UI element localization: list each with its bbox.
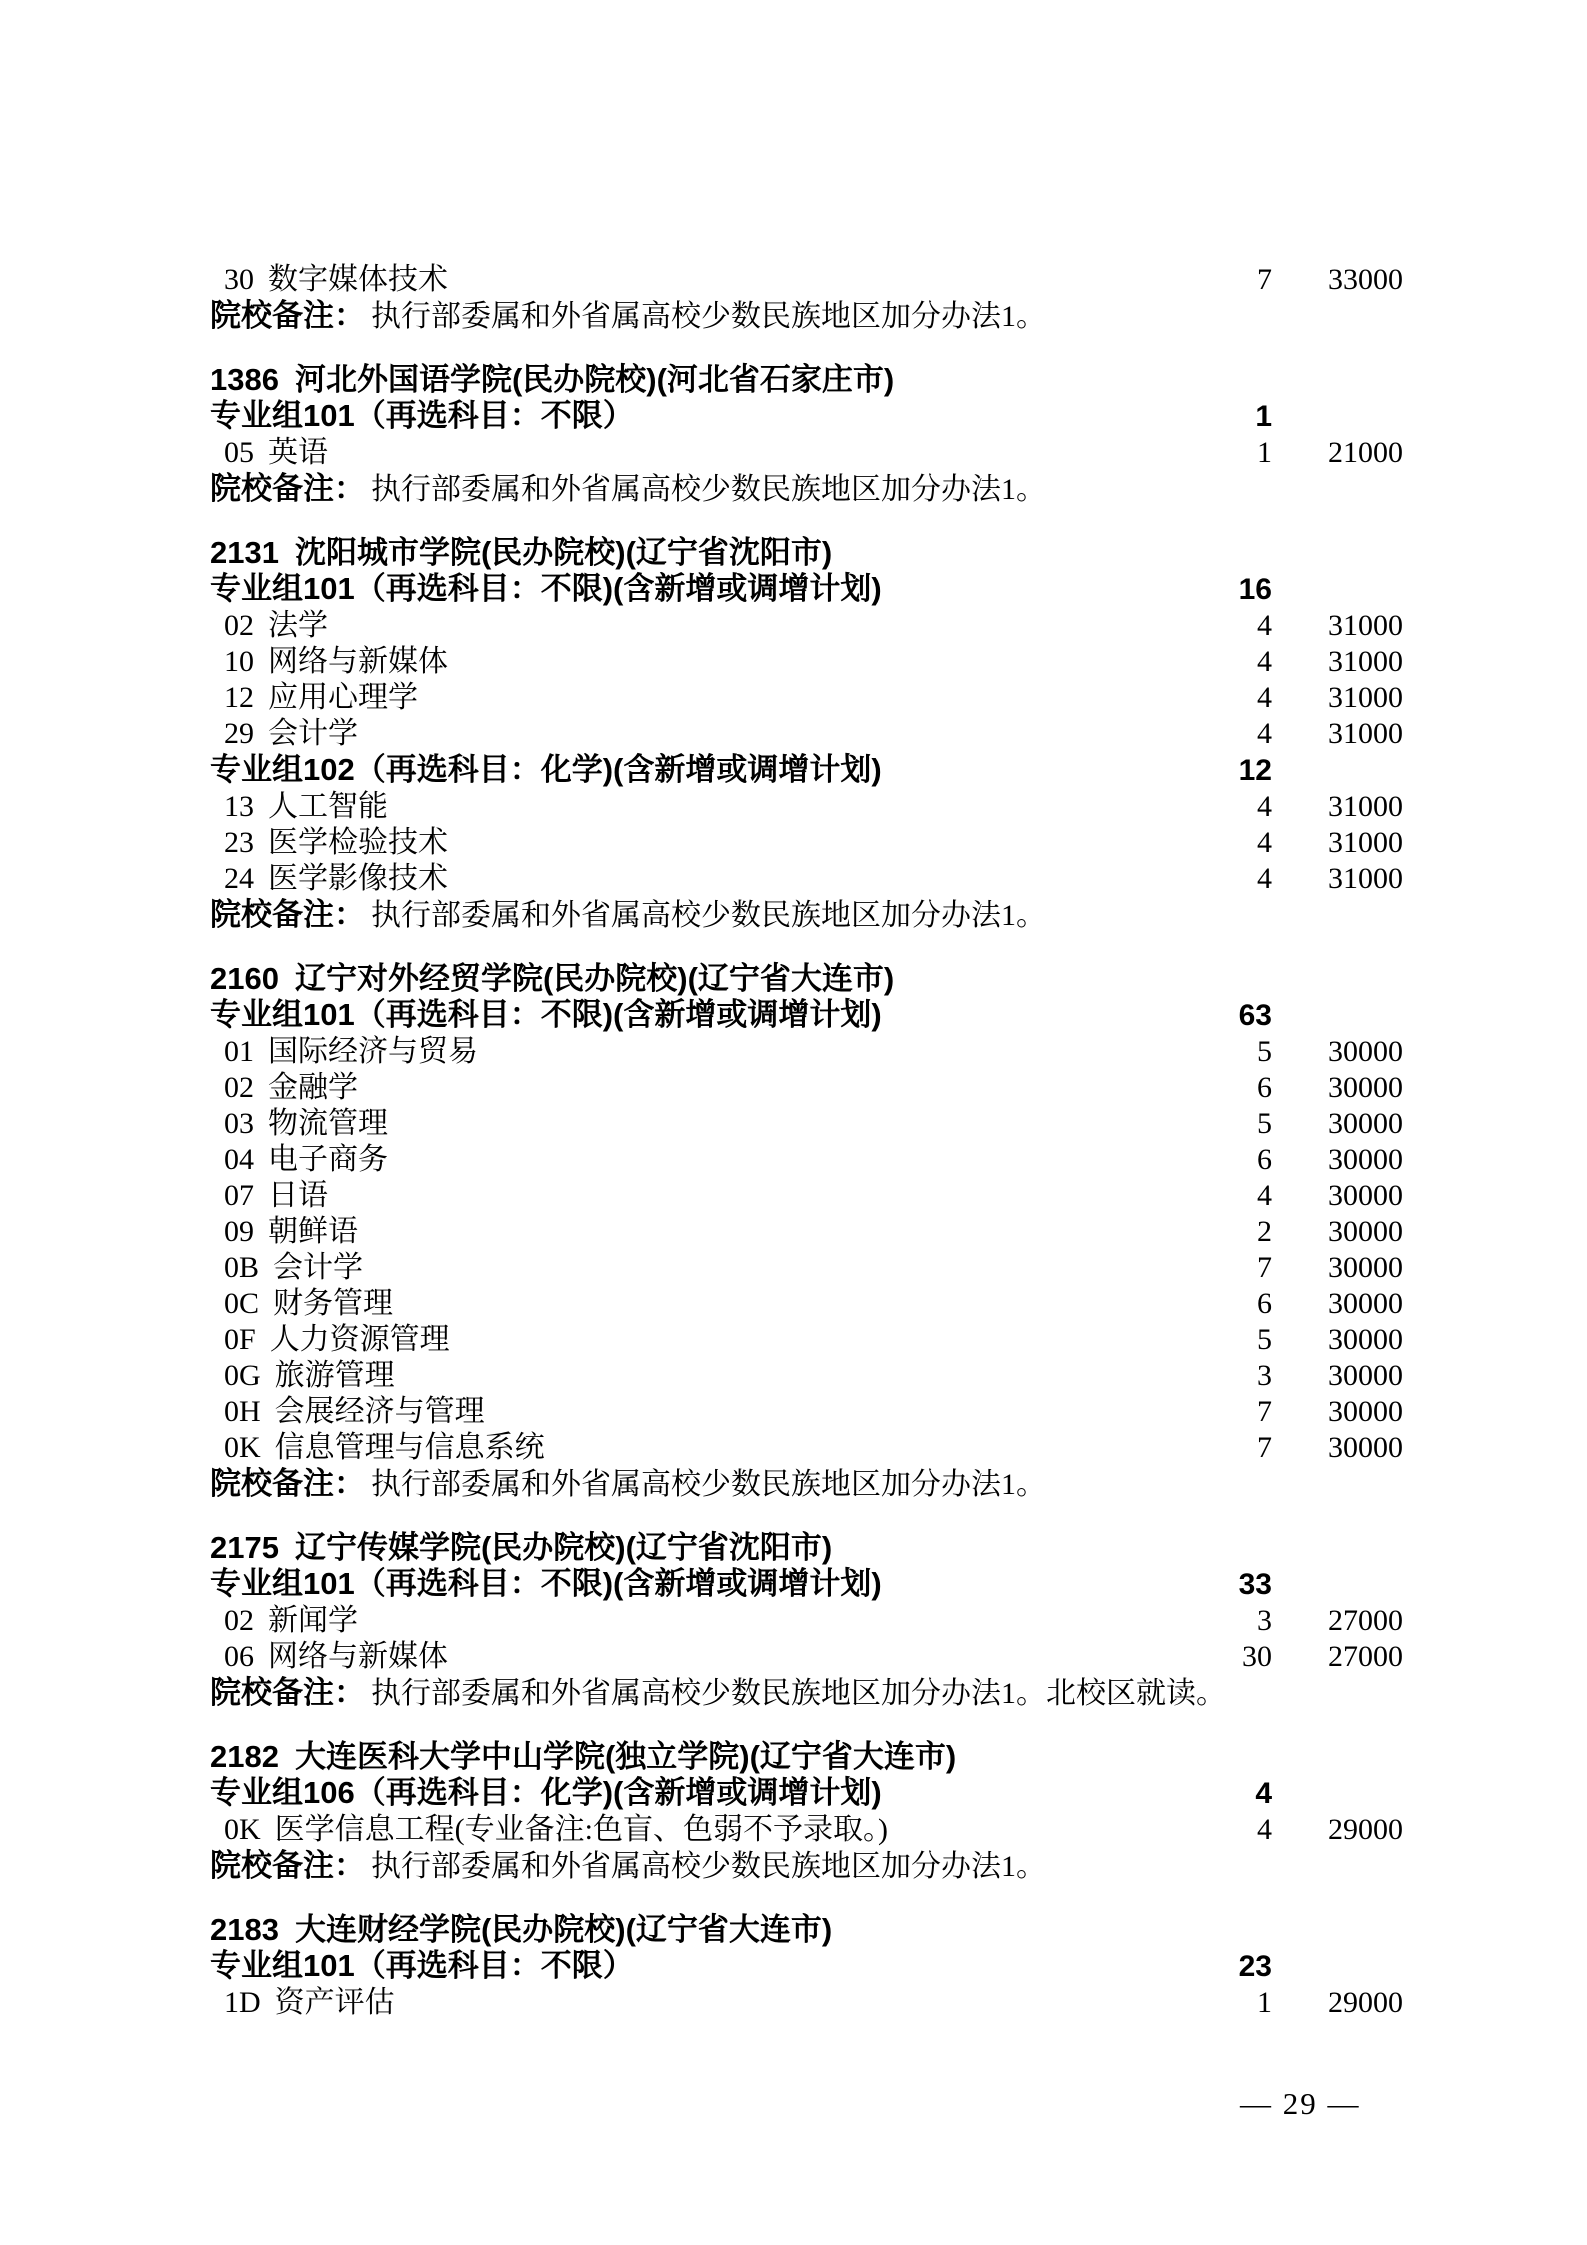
major-name: 医学检验技术	[268, 826, 448, 859]
major-tuition: 30000	[1328, 1035, 1403, 1068]
major-title	[224, 1214, 1202, 1250]
major-quota: 4	[1257, 1813, 1272, 1846]
major-code: 0K	[224, 1813, 261, 1846]
major-title	[224, 1394, 1202, 1430]
school-header	[0, 535, 1587, 571]
major-row	[0, 644, 1587, 680]
major-title	[224, 825, 1202, 861]
major-tuition: 30000	[1328, 1071, 1403, 1104]
major-code: 05	[224, 436, 254, 469]
major-quota: 7	[1257, 263, 1272, 296]
major-group-header	[0, 752, 1587, 789]
school-name: 大连医科大学中山学院(独立学院)(辽宁省大连市)	[294, 1739, 957, 1774]
major-quota: 7	[1257, 1431, 1272, 1464]
major-name: 网络与新媒体	[268, 645, 448, 678]
major-code: 02	[224, 1071, 254, 1104]
major-row	[0, 1430, 1587, 1466]
school-title	[210, 1739, 1403, 1775]
major-row	[0, 1034, 1587, 1070]
major-quota: 4	[1257, 862, 1272, 895]
major-title	[224, 1286, 1202, 1322]
major-quota: 2	[1257, 1215, 1272, 1248]
major-group-title: 专业组101（再选科目：不限)(含新增或调增计划)	[210, 997, 882, 1032]
major-code: 0K	[224, 1431, 261, 1464]
major-name: 国际经济与贸易	[268, 1035, 478, 1068]
major-code: 0G	[224, 1359, 261, 1392]
major-title	[224, 1106, 1202, 1142]
major-row	[0, 825, 1587, 861]
major-code: 02	[224, 1604, 254, 1637]
major-title	[224, 680, 1202, 716]
school-code: 2175	[210, 1530, 279, 1565]
school-header	[0, 961, 1587, 997]
major-code: 03	[224, 1107, 254, 1140]
major-group-total: 16	[1238, 573, 1272, 606]
remark-content: 执行部委属和外省属高校少数民族地区加分办法1。	[371, 1468, 1046, 1501]
major-code: 10	[224, 645, 254, 678]
major-name: 旅游管理	[274, 1359, 395, 1392]
major-quota: 1	[1257, 436, 1272, 469]
school-remark-text	[210, 1466, 1403, 1508]
major-code: 04	[224, 1143, 254, 1176]
school-code: 1386	[210, 362, 279, 397]
major-name: 物流管理	[268, 1107, 388, 1140]
major-row	[0, 435, 1587, 471]
school-code: 2182	[210, 1739, 279, 1774]
major-row	[0, 1358, 1587, 1394]
major-name: 信息管理与信息系统	[274, 1431, 545, 1464]
major-code: 01	[224, 1035, 254, 1068]
major-tuition: 30000	[1328, 1323, 1403, 1356]
major-quota: 7	[1257, 1251, 1272, 1284]
school-remark	[0, 298, 1587, 340]
major-quota: 6	[1257, 1143, 1272, 1176]
major-row	[0, 1286, 1587, 1322]
major-group-title: 专业组101（再选科目：不限）	[210, 398, 634, 433]
major-row	[0, 1178, 1587, 1214]
major-code: 09	[224, 1215, 254, 1248]
major-name: 人工智能	[268, 790, 388, 823]
major-title	[224, 1142, 1202, 1178]
remark-content: 执行部委属和外省属高校少数民族地区加分办法1。	[371, 473, 1046, 506]
major-row	[0, 1142, 1587, 1178]
major-row	[0, 608, 1587, 644]
major-quota: 4	[1257, 717, 1272, 750]
major-tuition: 30000	[1328, 1215, 1403, 1248]
major-group-title: 专业组101（再选科目：不限)(含新增或调增计划)	[210, 571, 882, 606]
major-quota: 6	[1257, 1071, 1272, 1104]
major-code: 06	[224, 1640, 254, 1673]
school-remark-text	[210, 1848, 1403, 1890]
major-quota: 4	[1257, 790, 1272, 823]
major-row	[0, 1106, 1587, 1142]
major-name: 网络与新媒体	[268, 1640, 448, 1673]
school-name: 沈阳城市学院(民办院校)(辽宁省沈阳市)	[294, 535, 833, 570]
remark-label: 院校备注：	[210, 1466, 365, 1501]
major-name: 医学信息工程(专业备注:色盲、色弱不予录取。)	[274, 1813, 888, 1846]
major-quota: 4	[1257, 645, 1272, 678]
major-name: 会计学	[273, 1251, 364, 1284]
school-remark	[0, 1466, 1587, 1508]
major-quota: 4	[1257, 681, 1272, 714]
major-name: 英语	[268, 436, 328, 469]
major-row	[0, 1985, 1587, 2021]
major-title	[224, 1322, 1202, 1358]
major-code: 12	[224, 681, 254, 714]
major-quota: 1	[1257, 1986, 1272, 2019]
major-tuition: 30000	[1328, 1359, 1403, 1392]
major-tuition: 30000	[1328, 1143, 1403, 1176]
school-title	[210, 961, 1403, 997]
major-row	[0, 1812, 1587, 1848]
school-remark	[0, 897, 1587, 939]
major-title	[224, 716, 1202, 752]
major-title	[224, 861, 1202, 897]
remark-label: 院校备注：	[210, 1675, 365, 1710]
major-row	[0, 680, 1587, 716]
major-title	[224, 1178, 1202, 1214]
school-remark-text	[210, 298, 1403, 340]
major-tuition: 29000	[1328, 1813, 1403, 1846]
major-name: 资产评估	[274, 1986, 395, 2019]
major-group-header	[0, 1566, 1587, 1603]
major-row	[0, 262, 1587, 298]
major-tuition: 30000	[1328, 1107, 1403, 1140]
major-quota: 7	[1257, 1395, 1272, 1428]
major-quota: 3	[1257, 1359, 1272, 1392]
major-group-header	[0, 1775, 1587, 1812]
major-group-total: 4	[1255, 1777, 1272, 1810]
major-title	[224, 262, 1202, 298]
major-group-header	[0, 997, 1587, 1034]
major-quota: 5	[1257, 1035, 1272, 1068]
major-quota: 6	[1257, 1287, 1272, 1320]
major-group-total: 33	[1238, 1568, 1272, 1601]
remark-label: 院校备注：	[210, 298, 365, 333]
school-header	[0, 362, 1587, 398]
major-name: 财务管理	[273, 1287, 394, 1320]
major-code: 29	[224, 717, 254, 750]
major-tuition: 27000	[1328, 1640, 1403, 1673]
major-code: 07	[224, 1179, 254, 1212]
major-quota: 30	[1242, 1640, 1272, 1673]
major-tuition: 31000	[1328, 717, 1403, 750]
major-tuition: 27000	[1328, 1604, 1403, 1637]
major-row	[0, 1070, 1587, 1106]
major-quota: 4	[1257, 826, 1272, 859]
school-header	[0, 1912, 1587, 1948]
admission-plan-list	[0, 262, 1587, 2021]
major-code: 13	[224, 790, 254, 823]
remark-content: 执行部委属和外省属高校少数民族地区加分办法1。北校区就读。	[371, 1677, 1226, 1710]
major-tuition: 21000	[1328, 436, 1403, 469]
major-code: 1D	[224, 1986, 261, 2019]
school-remark-text	[210, 897, 1403, 939]
major-row	[0, 1214, 1587, 1250]
major-tuition: 31000	[1328, 826, 1403, 859]
major-row	[0, 716, 1587, 752]
major-tuition: 33000	[1328, 263, 1403, 296]
school-title	[210, 1912, 1403, 1948]
major-name: 金融学	[268, 1071, 358, 1104]
major-quota: 5	[1257, 1323, 1272, 1356]
major-title	[224, 608, 1202, 644]
school-remark-text	[210, 471, 1403, 513]
school-title	[210, 535, 1403, 571]
major-group-total: 1	[1255, 400, 1272, 433]
major-row	[0, 1639, 1587, 1675]
remark-content: 执行部委属和外省属高校少数民族地区加分办法1。	[371, 300, 1046, 333]
major-title	[224, 1603, 1202, 1639]
major-title	[224, 789, 1202, 825]
major-title	[224, 435, 1202, 471]
school-remark	[0, 471, 1587, 513]
major-tuition: 31000	[1328, 862, 1403, 895]
major-row	[0, 789, 1587, 825]
school-code: 2160	[210, 961, 279, 996]
major-code: 02	[224, 609, 254, 642]
major-tuition: 29000	[1328, 1986, 1403, 2019]
major-group-total: 63	[1238, 999, 1272, 1032]
major-row	[0, 1322, 1587, 1358]
remark-label: 院校备注：	[210, 471, 365, 506]
major-code: 0H	[224, 1395, 261, 1428]
major-tuition: 31000	[1328, 681, 1403, 714]
major-tuition: 31000	[1328, 790, 1403, 823]
major-row	[0, 1394, 1587, 1430]
major-quota: 3	[1257, 1604, 1272, 1637]
major-name: 法学	[268, 609, 328, 642]
major-tuition: 30000	[1328, 1431, 1403, 1464]
remark-content: 执行部委属和外省属高校少数民族地区加分办法1。	[371, 1850, 1046, 1883]
major-tuition: 30000	[1328, 1287, 1403, 1320]
remark-label: 院校备注：	[210, 1848, 365, 1883]
major-title	[224, 1639, 1202, 1675]
major-code: 0B	[224, 1251, 260, 1284]
school-remark-text	[210, 1675, 1403, 1717]
major-title	[224, 1250, 1202, 1286]
remark-content: 执行部委属和外省属高校少数民族地区加分办法1。	[371, 899, 1046, 932]
major-tuition: 30000	[1328, 1179, 1403, 1212]
school-name: 河北外国语学院(民办院校)(河北省石家庄市)	[294, 362, 895, 397]
major-group-total: 12	[1238, 754, 1272, 787]
major-code: 30	[224, 263, 254, 296]
major-name: 日语	[268, 1179, 328, 1212]
major-tuition: 30000	[1328, 1251, 1403, 1284]
major-name: 电子商务	[268, 1143, 388, 1176]
major-title	[224, 1070, 1202, 1106]
school-name: 大连财经学院(民办院校)(辽宁省大连市)	[294, 1912, 833, 1947]
school-header	[0, 1530, 1587, 1566]
school-remark	[0, 1675, 1587, 1717]
major-group-header	[0, 398, 1587, 435]
major-group-header	[0, 571, 1587, 608]
remark-label: 院校备注：	[210, 897, 365, 932]
major-row	[0, 861, 1587, 897]
major-title	[224, 1430, 1202, 1466]
major-group-title: 专业组106（再选科目：化学)(含新增或调增计划)	[210, 1775, 882, 1810]
school-header	[0, 1739, 1587, 1775]
major-code: 0C	[224, 1287, 260, 1320]
major-name: 会计学	[268, 717, 358, 750]
major-group-header	[0, 1948, 1587, 1985]
major-title	[224, 1034, 1202, 1070]
major-name: 数字媒体技术	[268, 263, 448, 296]
major-name: 人力资源管理	[269, 1323, 450, 1356]
major-name: 朝鲜语	[268, 1215, 358, 1248]
major-name: 应用心理学	[268, 681, 418, 714]
school-remark	[0, 1848, 1587, 1890]
school-code: 2131	[210, 535, 279, 570]
page-number: — 29 —	[1240, 2086, 1361, 2121]
school-name: 辽宁传媒学院(民办院校)(辽宁省沈阳市)	[294, 1530, 833, 1565]
major-quota: 4	[1257, 1179, 1272, 1212]
major-name: 医学影像技术	[268, 862, 448, 895]
major-tuition: 30000	[1328, 1395, 1403, 1428]
major-title	[224, 644, 1202, 680]
school-code: 2183	[210, 1912, 279, 1947]
major-group-title: 专业组101（再选科目：不限)(含新增或调增计划)	[210, 1566, 882, 1601]
major-title	[224, 1985, 1202, 2021]
major-title	[224, 1812, 1202, 1848]
school-title	[210, 1530, 1403, 1566]
major-name: 会展经济与管理	[274, 1395, 485, 1428]
major-title	[224, 1358, 1202, 1394]
major-group-title: 专业组102（再选科目：化学)(含新增或调增计划)	[210, 752, 882, 787]
major-code: 24	[224, 862, 254, 895]
major-code: 23	[224, 826, 254, 859]
school-title	[210, 362, 1403, 398]
major-quota: 5	[1257, 1107, 1272, 1140]
major-name: 新闻学	[268, 1604, 358, 1637]
major-tuition: 31000	[1328, 645, 1403, 678]
school-name: 辽宁对外经贸学院(民办院校)(辽宁省大连市)	[294, 961, 895, 996]
major-tuition: 31000	[1328, 609, 1403, 642]
major-row	[0, 1250, 1587, 1286]
major-quota: 4	[1257, 609, 1272, 642]
major-group-title: 专业组101（再选科目：不限）	[210, 1948, 634, 1983]
major-group-total: 23	[1238, 1950, 1272, 1983]
major-row	[0, 1603, 1587, 1639]
major-code: 0F	[224, 1323, 256, 1356]
